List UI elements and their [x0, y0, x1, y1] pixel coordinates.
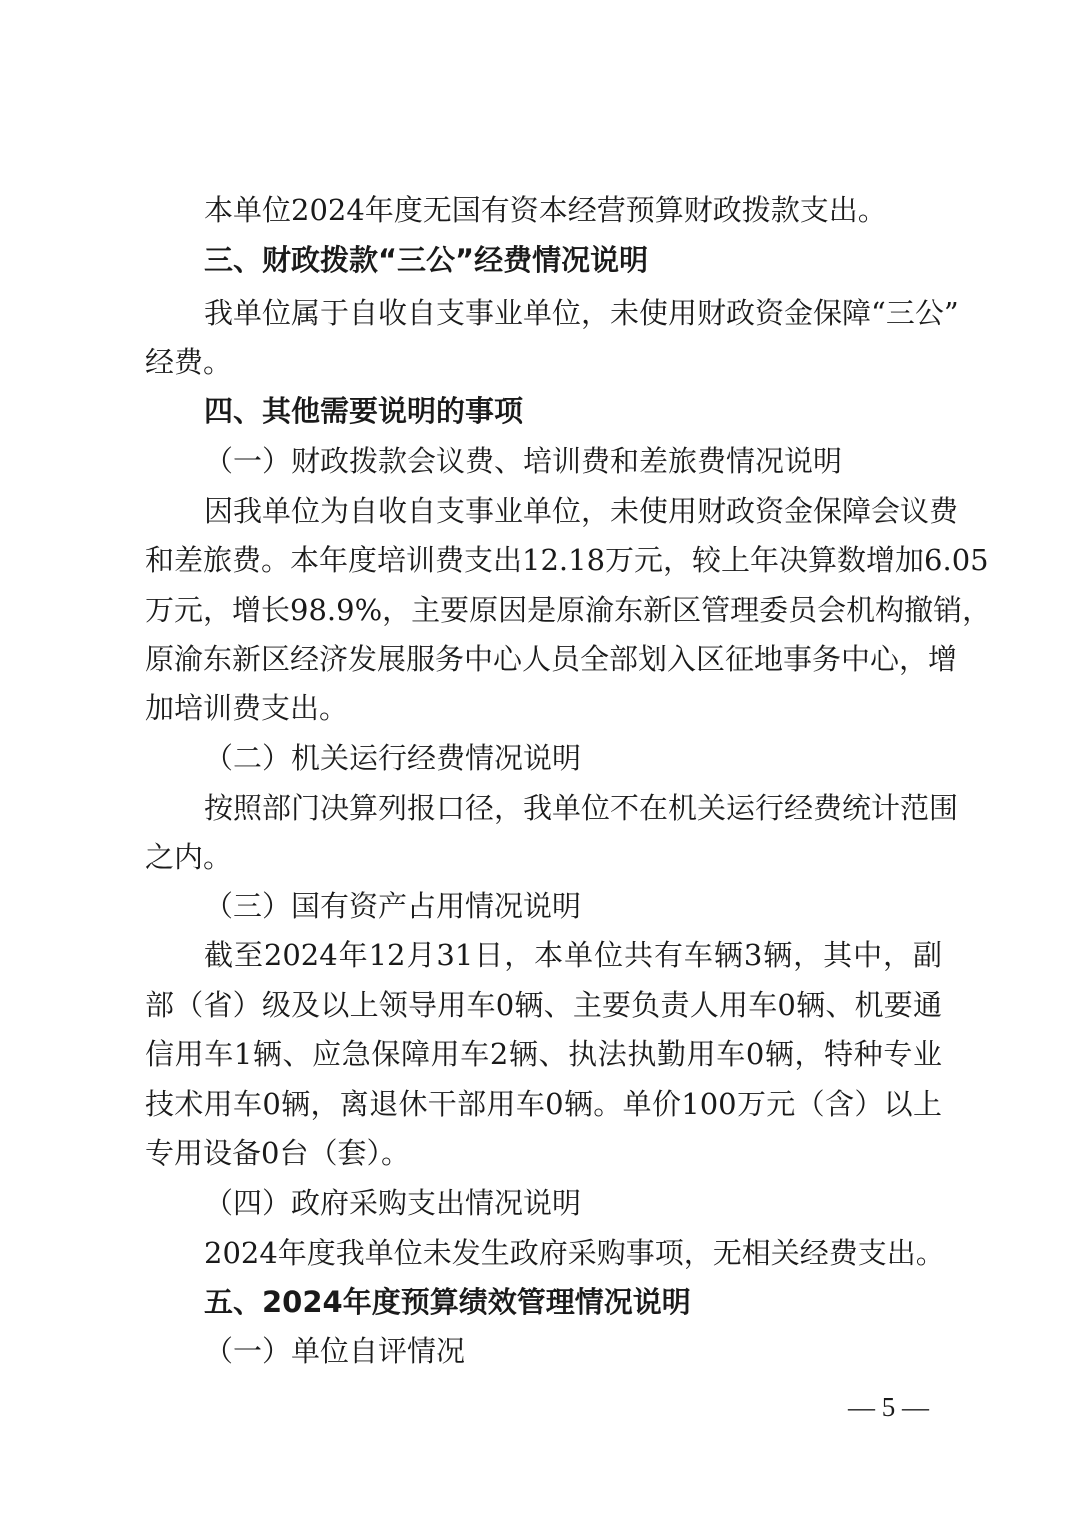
paragraph-line: 原渝东新区经济发展服务中心人员全部划入区征地事务中心，增	[145, 642, 958, 676]
section-heading-3: 三、财政拨款“三公”经费情况说明	[204, 243, 649, 277]
paragraph-line: 按照部门决算列报口径，我单位不在机关运行经费统计范围	[204, 791, 959, 825]
paragraph-line: 信用车1辆、应急保障用车2辆、执法执勤用车0辆，特种专业	[145, 1037, 942, 1071]
page-number: — 5 —	[848, 1392, 929, 1422]
subsection-heading: （一）财政拨款会议费、培训费和差旅费情况说明	[204, 444, 843, 478]
paragraph-line: 本单位2024年度无国有资本经营预算财政拨款支出。	[204, 193, 887, 227]
subsection-heading: （二）机关运行经费情况说明	[204, 741, 582, 775]
paragraph-line: 2024年度我单位未发生政府采购事项，无相关经费支出。	[204, 1236, 945, 1270]
section-heading-5: 五、2024年度预算绩效管理情况说明	[204, 1285, 691, 1319]
paragraph-line: 我单位属于自收自支事业单位，未使用财政资金保障“三公”	[204, 296, 959, 330]
section-heading-4: 四、其他需要说明的事项	[204, 394, 524, 428]
paragraph-line: 因我单位为自收自支事业单位，未使用财政资金保障会议费	[204, 494, 959, 528]
subsection-heading: （四）政府采购支出情况说明	[204, 1186, 582, 1220]
paragraph-line: 专用设备0台（套）。	[145, 1136, 410, 1170]
paragraph-line: 和差旅费。本年度培训费支出12.18万元，较上年决算数增加6.05	[145, 543, 989, 577]
subsection-heading: （一）单位自评情况	[204, 1334, 466, 1368]
subsection-heading: （三）国有资产占用情况说明	[204, 889, 582, 923]
paragraph-line: 万元，增长98.9%，主要原因是原渝东新区管理委员会机构撤销，	[145, 593, 992, 627]
paragraph-line: 技术用车0辆，离退休干部用车0辆。单价100万元（含）以上	[145, 1087, 942, 1121]
paragraph-line: 部（省）级及以上领导用车0辆、主要负责人用车0辆、机要通	[145, 988, 942, 1022]
paragraph-line: 截至2024年12月31日，本单位共有车辆3辆，其中，副	[204, 938, 942, 972]
paragraph-line: 之内。	[145, 840, 233, 874]
paragraph-line: 经费。	[145, 345, 233, 379]
paragraph-line: 加培训费支出。	[145, 691, 349, 725]
